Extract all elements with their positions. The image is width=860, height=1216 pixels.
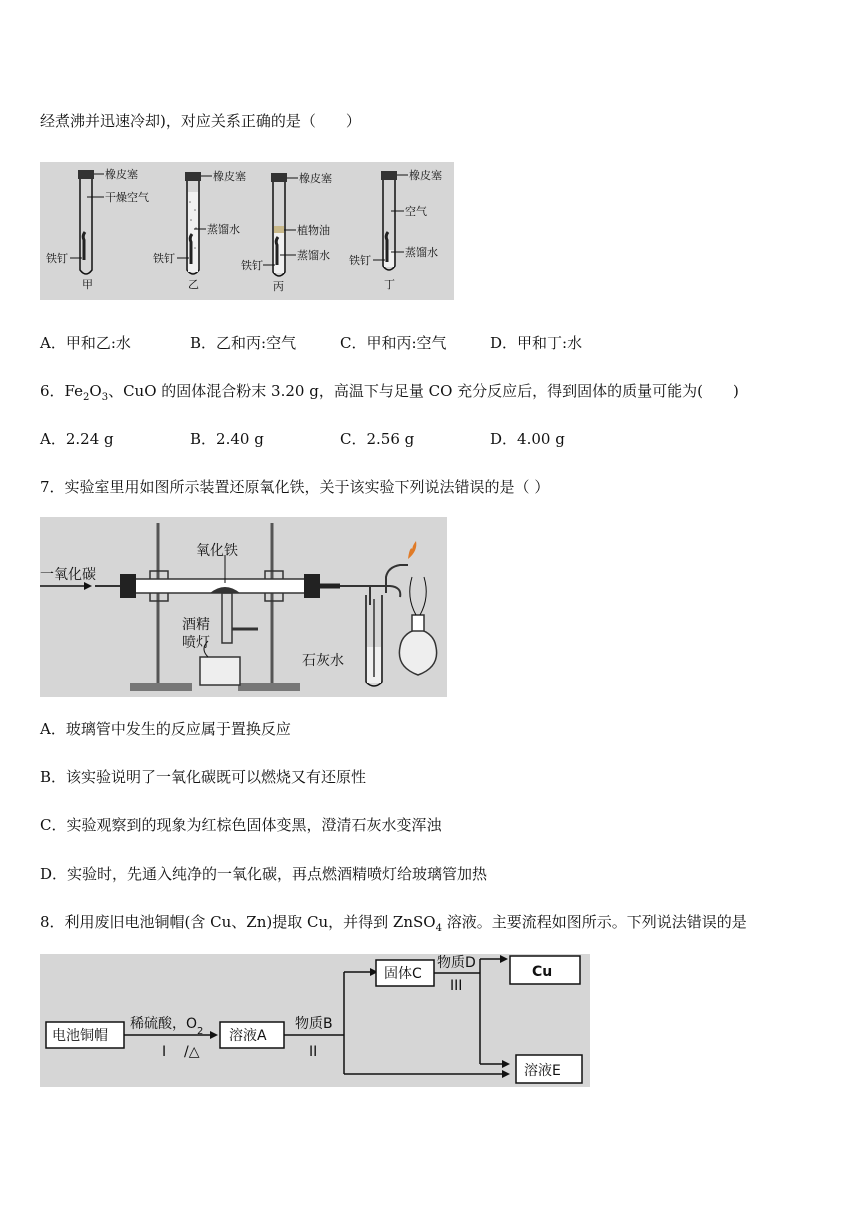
svg-text:甲: 甲 bbox=[82, 278, 93, 291]
q8-flowchart bbox=[40, 954, 590, 1087]
svg-text:喷灯: 喷灯 bbox=[182, 635, 210, 651]
svg-text:铁钉: 铁钉 bbox=[241, 259, 263, 272]
svg-text:一氧化碳: 一氧化碳 bbox=[40, 567, 96, 583]
q7-option-d: D．实验时，先通入纯净的一氧化碳，再点燃酒精喷灯给玻璃管加热 bbox=[40, 865, 488, 883]
oil-layer bbox=[274, 226, 284, 233]
svg-text:铁钉: 铁钉 bbox=[153, 252, 175, 265]
svg-text:丙: 丙 bbox=[273, 280, 284, 293]
q6-option-d: D．4.00 g bbox=[490, 430, 565, 448]
svg-text:乙: 乙 bbox=[188, 278, 199, 291]
tube-ding bbox=[349, 168, 442, 291]
svg-text:Cu: Cu bbox=[532, 964, 553, 980]
svg-text:稀硫酸，O2: 稀硫酸，$O_2$ bbox=[130, 1016, 204, 1037]
svg-text:蒸馏水: 蒸馏水 bbox=[207, 223, 240, 236]
svg-text:空气: 空气 bbox=[405, 205, 427, 218]
q5-test-tube-figure bbox=[40, 162, 454, 300]
svg-text:蒸馏水: 蒸馏水 bbox=[297, 249, 330, 262]
stopper-bing bbox=[271, 173, 287, 182]
svg-text:I: I bbox=[162, 1044, 167, 1060]
flame-icon bbox=[408, 541, 416, 559]
tube-bing bbox=[241, 171, 332, 293]
alcohol-burner bbox=[200, 657, 240, 685]
svg-text:铁钉: 铁钉 bbox=[349, 254, 371, 267]
nail-ding bbox=[386, 232, 388, 262]
svg-text:蒸馏水: 蒸馏水 bbox=[405, 246, 438, 259]
stopper-yi bbox=[185, 172, 201, 181]
q7-option-c: C．实验观察到的现象为红棕色固体变黑，澄清石灰水变浑浊 bbox=[40, 816, 442, 834]
svg-text:溶液E: 溶液E bbox=[524, 1063, 561, 1079]
nail-bing bbox=[276, 237, 278, 265]
q8-stem: 8．利用废旧电池铜帽(含 Cu、Zn)提取 Cu，并得到 ZnSO$_4$ 溶液。主要流程如图所示。下列说法错误的是 bbox=[40, 913, 747, 934]
svg-text:氧化铁: 氧化铁 bbox=[196, 543, 238, 559]
svg-text:物质D: 物质D bbox=[437, 955, 476, 971]
svg-text:溶液A: 溶液A bbox=[229, 1028, 267, 1044]
stopper-jia bbox=[78, 170, 94, 179]
q5-option-a: A．甲和乙:水 bbox=[40, 334, 131, 352]
nail-jia bbox=[83, 232, 85, 260]
q5-option-d: D．甲和丁:水 bbox=[490, 334, 583, 352]
svg-text:石灰水: 石灰水 bbox=[302, 653, 344, 669]
q5-stem: 经煮沸并迅速冷却)，对应关系正确的是（ ） bbox=[40, 112, 361, 130]
svg-text:III: III bbox=[450, 978, 463, 994]
q6-option-c: C．2.56 g bbox=[340, 430, 415, 448]
svg-text:酒精: 酒精 bbox=[182, 617, 210, 633]
q6-stem: 6．$Fe_2O_3$、CuO 的固体混合粉末 3.20 g，高温下与足量 CO 充分反应后，得到固体的质量可能为( ) bbox=[40, 382, 739, 403]
svg-text:II: II bbox=[309, 1044, 318, 1060]
svg-text:橡皮塞: 橡皮塞 bbox=[409, 169, 442, 182]
svg-text:橡皮塞: 橡皮塞 bbox=[213, 170, 246, 183]
q7-apparatus-figure bbox=[40, 517, 447, 697]
stopper-ding bbox=[381, 171, 397, 180]
alcohol-lamp-right bbox=[399, 629, 436, 675]
right-stopper bbox=[304, 574, 320, 598]
svg-text:电池铜帽: 电池铜帽 bbox=[52, 1028, 108, 1044]
q7-option-a: A．玻璃管中发生的反应属于置换反应 bbox=[40, 720, 291, 738]
svg-text:植物油: 植物油 bbox=[297, 224, 330, 237]
svg-text:固体C: 固体C bbox=[384, 966, 422, 982]
svg-text:干燥空气: 干燥空气 bbox=[105, 191, 149, 204]
q7-stem: 7．实验室里用如图所示装置还原氧化铁，关于该实验下列说法错误的是（ ） bbox=[40, 478, 550, 496]
svg-text:橡皮塞: 橡皮塞 bbox=[105, 168, 138, 181]
q7-option-b: B．该实验说明了一氧化碳既可以燃烧又有还原性 bbox=[40, 768, 367, 786]
svg-text:铁钉: 铁钉 bbox=[46, 252, 68, 265]
svg-text:/△: /△ bbox=[184, 1044, 200, 1060]
svg-text:橡皮塞: 橡皮塞 bbox=[299, 172, 332, 185]
svg-text:丁: 丁 bbox=[384, 278, 395, 291]
left-stopper bbox=[120, 574, 136, 598]
q6-option-a: A．2.24 g bbox=[40, 430, 114, 448]
q6-option-b: B．2.40 g bbox=[190, 430, 264, 448]
tube-jia bbox=[46, 167, 149, 291]
q5-option-c: C．甲和丙:空气 bbox=[340, 334, 447, 352]
q5-option-b: B．乙和丙:空气 bbox=[190, 334, 297, 352]
tube-yi bbox=[153, 169, 246, 291]
svg-text:物质B: 物质B bbox=[295, 1016, 333, 1032]
